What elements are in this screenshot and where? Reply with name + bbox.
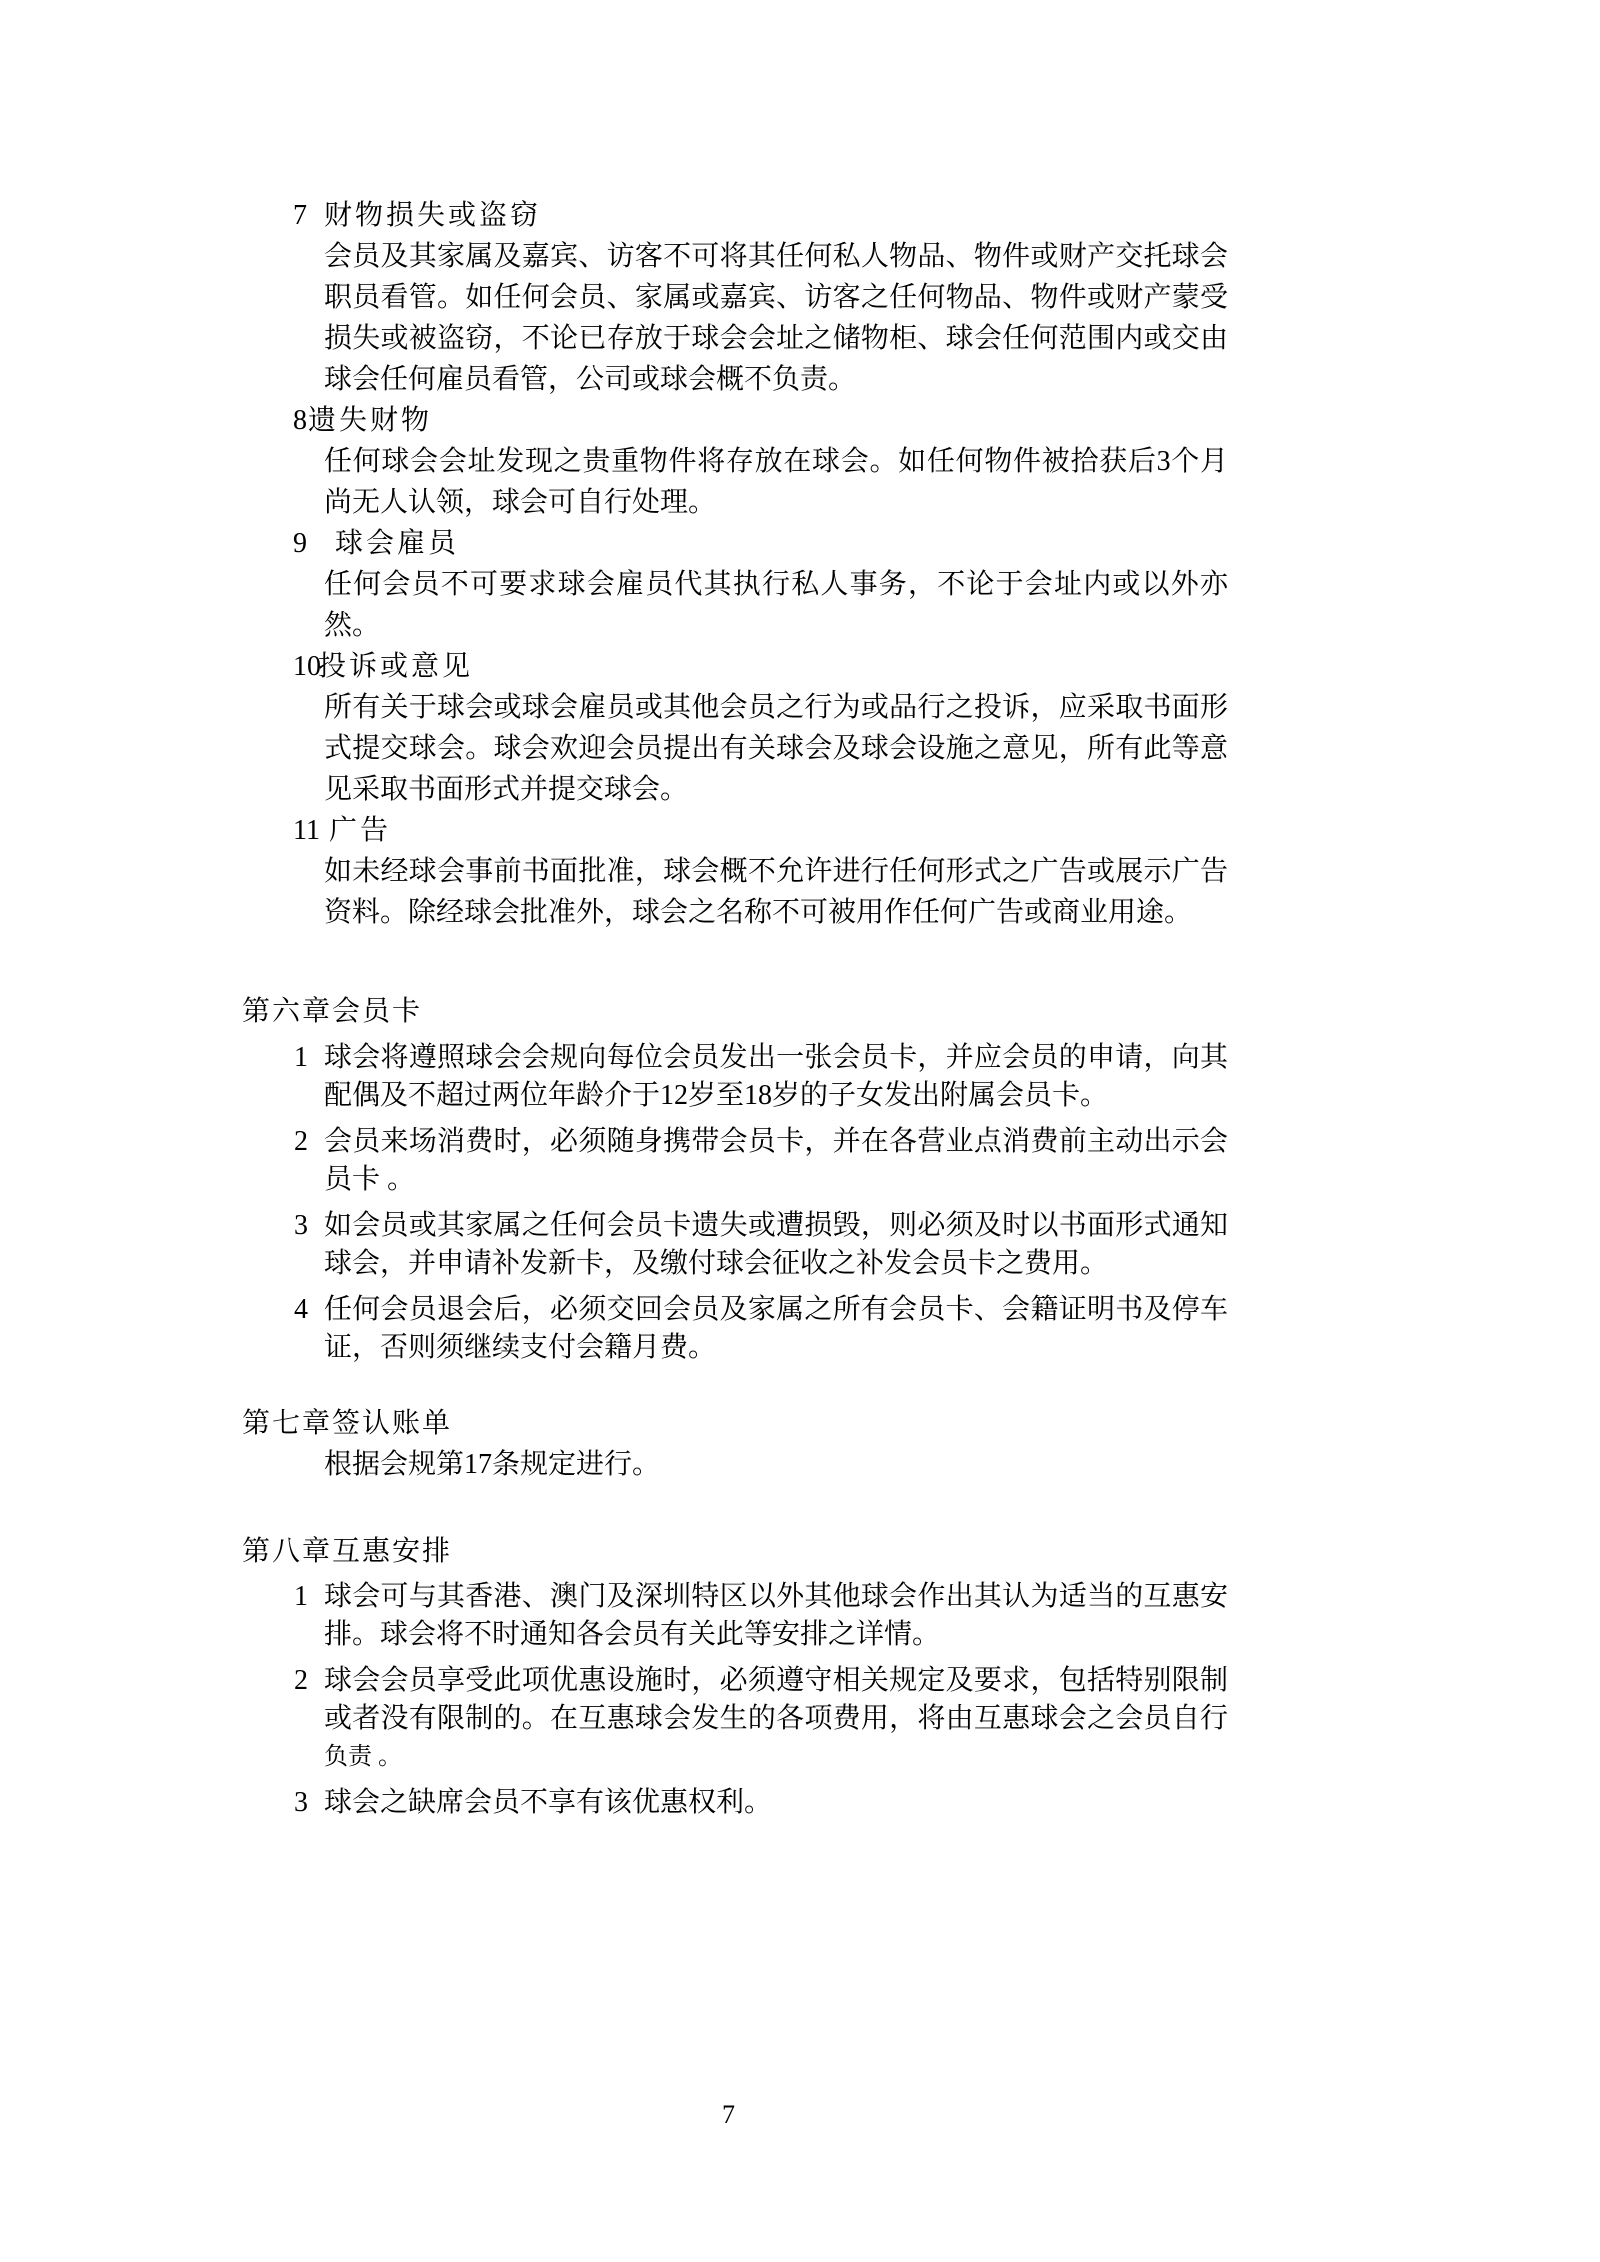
text-line: 然。 [324, 610, 381, 641]
list-item [294, 1784, 1228, 1822]
chapter-heading: 第八章互惠安排 [242, 1536, 453, 1567]
chapter-6-items [294, 1039, 1228, 1375]
text-line: 员卡 。 [324, 1164, 416, 1195]
text-line: 证，否则须继续支付会籍月费。 [324, 1332, 717, 1363]
text-line: 球会之缺席会员不享有该优惠权利。 [324, 1787, 773, 1818]
rule-title: 广告 [329, 815, 392, 846]
rule-number: 9 [293, 528, 307, 559]
chapter-heading: 第六章会员卡 [242, 996, 423, 1027]
text-line: 见采取书面形式并提交球会。 [324, 774, 689, 805]
text-line: 尚无人认领，球会可自行处理。 [324, 487, 717, 518]
text-line: 根据会规第17条规定进行。 [324, 1449, 661, 1480]
list-item [294, 1039, 1228, 1115]
list-item [294, 1578, 1228, 1654]
text-line: 如会员或其家属之任何会员卡遗失或遭损毁，则必须及时以书面形式通知 [324, 1210, 1228, 1241]
item-number: 2 [294, 1665, 308, 1696]
rule-title: 球会雇员 [335, 528, 460, 559]
rule-heading [293, 810, 1228, 851]
text-line: 损失或被盗窃，不论已存放于球会会址之储物柜、球会任何范围内或交由 [324, 323, 1228, 354]
item-number: 2 [294, 1126, 308, 1157]
text-line: 负责 。 [324, 1744, 402, 1770]
item-number: 1 [294, 1042, 308, 1073]
text-line: 式提交球会。球会欢迎会员提出有关球会及球会设施之意见，所有此等意 [324, 733, 1228, 764]
section-rules-7-11 [293, 195, 1228, 933]
list-item [294, 1207, 1228, 1283]
text-line: 球会，并申请补发新卡，及缴付球会征收之补发会员卡之费用。 [324, 1248, 1109, 1279]
list-item [294, 1662, 1228, 1776]
text-line: 球会会员享受此项优惠设施时，必须遵守相关规定及要求，包括特别限制 [324, 1665, 1228, 1696]
page-number: 7 [722, 2100, 735, 2129]
text-line: 所有关于球会或球会雇员或其他会员之行为或品行之投诉，应采取书面形 [324, 692, 1228, 723]
text-line: 或者没有限制的。在互惠球会发生的各项费用，将由互惠球会之会员自行 [324, 1703, 1228, 1734]
text-line: 如未经球会事前书面批准，球会概不允许进行任何形式之广告或展示广告 [324, 856, 1228, 887]
rule-heading [293, 523, 1228, 564]
text-line: 任何会员不可要求球会雇员代其执行私人事务，不论于会址内或以外亦 [324, 569, 1228, 600]
text-line: 球会将遵照球会会规向每位会员发出一张会员卡，并应会员的申请，向其 [324, 1042, 1228, 1073]
rule-number: 7 [293, 200, 307, 231]
rule-number: 8 [293, 405, 307, 436]
rule-number: 11 [293, 815, 320, 846]
rule-heading [293, 646, 1228, 687]
item-number: 4 [294, 1294, 308, 1325]
item-number: 3 [294, 1210, 308, 1241]
rule-heading [293, 400, 1228, 441]
text-line: 配偶及不超过两位年龄介于12岁至18岁的子女发出附属会员卡。 [324, 1080, 1109, 1111]
rule-title: 投诉或意见 [318, 651, 474, 682]
text-line: 球会可与其香港、澳门及深圳特区以外其他球会作出其认为适当的互惠安 [324, 1581, 1228, 1612]
rule-number: 10 [293, 651, 321, 682]
item-number: 1 [294, 1581, 308, 1612]
list-item [294, 1291, 1228, 1367]
text-line: 会员及其家属及嘉宾、访客不可将其任何私人物品、物件或财产交托球会 [324, 241, 1228, 272]
text-line: 任何会员退会后，必须交回会员及家属之所有会员卡、会籍证明书及停车 [324, 1294, 1228, 1325]
text-line: 职员看管。如任何会员、家属或嘉宾、访客之任何物品、物件或财产蒙受 [324, 282, 1228, 313]
chapter-8-items [294, 1578, 1228, 1830]
item-number: 3 [294, 1787, 308, 1818]
text-line: 排。球会将不时通知各会员有关此等安排之详情。 [324, 1619, 941, 1650]
rule-heading [293, 195, 1228, 236]
text-line: 任何球会会址发现之贵重物件将存放在球会。如任何物件被拾获后3个月 [324, 446, 1228, 477]
chapter-7 [242, 1403, 1228, 1485]
list-item [294, 1123, 1228, 1199]
chapter-heading: 第七章签认账单 [242, 1408, 453, 1439]
rule-title: 遗失财物 [308, 405, 433, 436]
text-line: 球会任何雇员看管，公司或球会概不负责。 [324, 364, 857, 395]
rule-title: 财物损失或盗窃 [324, 200, 542, 231]
text-line: 会员来场消费时，必须随身携带会员卡，并在各营业点消费前主动出示会 [324, 1126, 1228, 1157]
text-line: 资料。除经球会批准外，球会之名称不可被用作任何广告或商业用途。 [324, 897, 1193, 928]
